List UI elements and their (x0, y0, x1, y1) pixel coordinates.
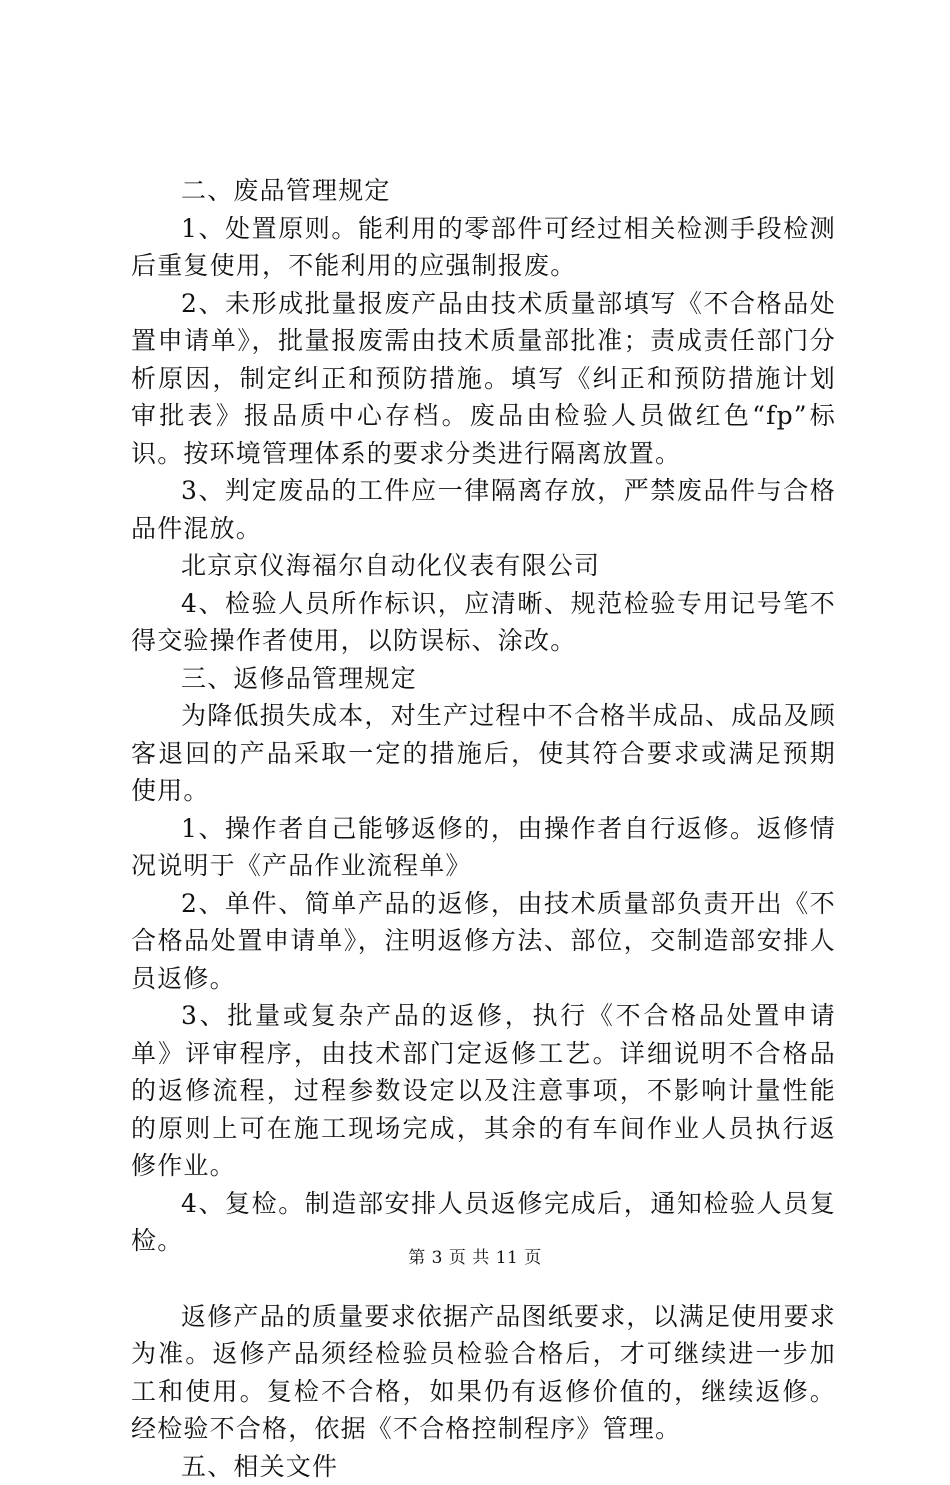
paragraph-rework-quality: 返修产品的质量要求依据产品图纸要求，以满足使用要求为准。返修产品须经检验员检验合格后，才可继续进一步加工和使用。复检不合格，如果仍有返修价值的，继续返修。经检验不合格，依据《不合格控制程序》管理。 (131, 1298, 836, 1448)
document-body (131, 172, 836, 1485)
paragraph-inspection-marking: 4、检验人员所作标识，应清晰、规范检验专用记号笔不得交验操作者使用，以防误标、涂改。 (131, 585, 836, 660)
section-heading-rework: 三、返修品管理规定 (131, 660, 836, 698)
section-heading-scrap: 二、废品管理规定 (131, 172, 836, 210)
paragraph-scrap-non-batch: 2、未形成批量报废产品由技术质量部填写《不合格品处置申请单》，批量报废需由技术质量部批准；责成责任部门分析原因，制定纠正和预防措施。填写《纠正和预防措施计划审批表》报品质中心存档。废品由检验人员做红色“fp”标识。按环境管理体系的要求分类进行隔离放置。 (131, 285, 836, 473)
paragraph-rework-batch: 3、批量或复杂产品的返修，执行《不合格品处置申请单》评审程序，由技术部门定返修工艺。详细说明不合格品的返修流程，过程参数设定以及注意事项，不影响计量性能的原则上可在施工现场完成，其余的有车间作业人员执行返修作业。 (131, 997, 836, 1185)
page-number-footer: 第 3 页 共 11 页 (0, 1243, 950, 1268)
paragraph-rework-operator: 1、操作者自己能够返修的，由操作者自行返修。返修情况说明于《产品作业流程单》 (131, 810, 836, 885)
paragraph-scrap-disposal-principle: 1、处置原则。能利用的零部件可经过相关检测手段检测后重复使用，不能利用的应强制报废。 (131, 210, 836, 285)
section-heading-related-docs: 五、相关文件 (131, 1448, 836, 1485)
paragraph-rework-intro: 为降低损失成本，对生产过程中不合格半成品、成品及顾客退回的产品采取一定的措施后，使其符合要求或满足预期使用。 (131, 697, 836, 810)
company-name-line: 北京京仪海福尔自动化仪表有限公司 (131, 547, 836, 585)
paragraph-scrap-isolation: 3、判定废品的工件应一律隔离存放，严禁废品件与合格品件混放。 (131, 472, 836, 547)
paragraph-rework-single: 2、单件、简单产品的返修，由技术质量部负责开出《不合格品处置申请单》，注明返修方法、部位，交制造部安排人员返修。 (131, 885, 836, 998)
paragraph-reinspection: 4、复检。制造部安排人员返修完成后，通知检验人员复检。 (131, 1185, 836, 1260)
